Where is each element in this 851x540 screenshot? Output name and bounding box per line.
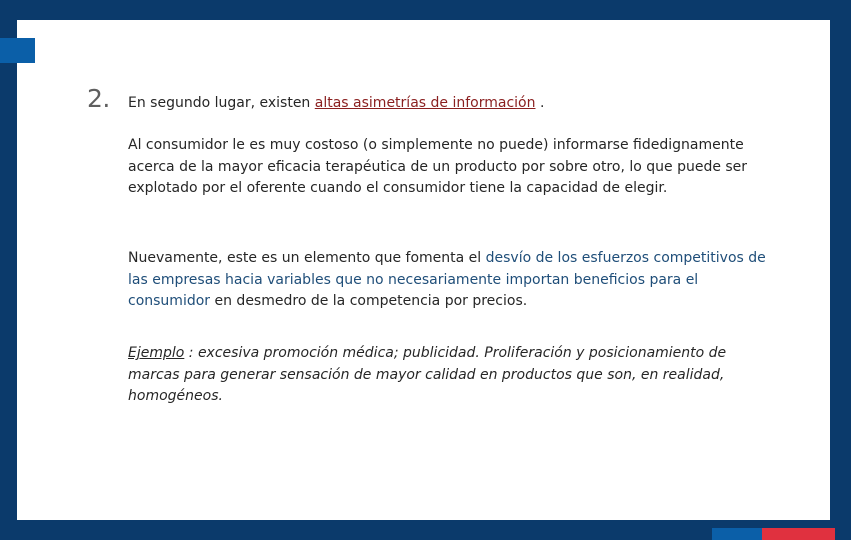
paragraph-competition-highlight-1: desvío de los esfuerzos competitivos de las empresas hacia variables — [128, 250, 766, 288]
example-paragraph — [128, 343, 778, 408]
example-label: Ejemplo — [128, 345, 185, 361]
intro-paragraph — [128, 93, 778, 115]
accent-square — [0, 38, 35, 63]
paragraph-competition — [128, 248, 778, 313]
example-text: : excesiva promoción médica; publicidad. Proliferación y posicionamiento de marcas para generar sensación de mayor calidad en productos que son, en realidad, homogéneos. — [128, 345, 727, 404]
paragraph-competition-after: en desmedro de la competencia por precios. — [214, 293, 528, 309]
bottom-bar-blue — [712, 528, 762, 540]
intro-text-after: . — [539, 95, 545, 111]
bottom-bar-red — [762, 528, 835, 540]
paragraph-consumer-cost-text: Al consumidor le es muy costoso (o simplemente no puede) informarse fidedignamente acerca de la mayor eficacia terapéutica de un producto por sobre otro, lo que puede ser explotado por el oferente cuando el consumidor tiene la capacidad de elegir. — [128, 137, 748, 196]
intro-highlight: altas asimetrías de información — [314, 95, 536, 111]
paragraph-competition-highlight-2: que no necesariamente importan beneficios para el consumidor — [128, 271, 699, 309]
intro-text-before: En segundo lugar, existen — [128, 95, 315, 111]
paragraph-consumer-cost — [128, 135, 778, 200]
paragraph-competition-before: Nuevamente, este es un elemento que fomenta el — [128, 250, 486, 266]
section-number: 2. — [87, 84, 110, 113]
